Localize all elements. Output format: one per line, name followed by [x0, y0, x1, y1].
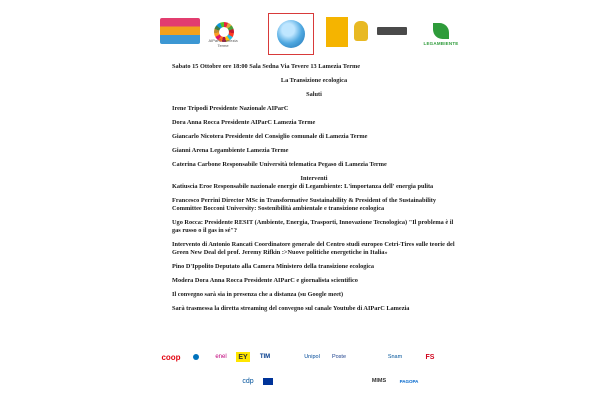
program-text	[172, 63, 456, 313]
fs-logo: FS	[425, 353, 435, 361]
tim-logo: TIM	[259, 354, 271, 360]
intervento-item: Modera Dora Anna Rocca Presidente AIParC e giornalista scientifico	[172, 277, 358, 284]
sponsor-logo-strip	[160, 348, 450, 392]
eu-flag-icon	[262, 376, 274, 386]
pegaso-university-logo	[374, 20, 410, 42]
dots-logo	[186, 352, 206, 362]
mims-logo: MIMS	[371, 378, 387, 384]
legambiente-label: LEGAMBIENTE	[423, 40, 459, 46]
festival-sviluppo-sostenibile-logo	[160, 18, 200, 44]
intervento-item: Sarà trasmessa la diretta streaming del convegno sul canale Youtube di AIParC Lamezia	[172, 305, 410, 312]
globe-icon	[277, 20, 305, 48]
snam-logo: Snam	[387, 354, 403, 360]
intervento-item: Francesco Perrini Director MSc in Transformative Sustainability & President of the Sustainability Committee Bocconi University: Sostenibilità ambientale e transizione ecologica	[172, 197, 437, 212]
top-logo-strip	[160, 13, 460, 55]
aiparc-logo	[268, 13, 314, 55]
saluto-item: Dora Anna Rocca Presidente AIParC Lamezia Terme	[172, 119, 316, 126]
intervento-item: Katiuscia Eroe Responsabile nazionale energie di Legambiente: L'importanza dell' energia pulita	[172, 183, 434, 190]
legambiente-logo	[422, 16, 460, 52]
leaf-icon	[433, 23, 449, 39]
poste-logo: Poste	[331, 354, 347, 360]
saluti-heading: Saluti	[306, 91, 322, 98]
date-venue: Sabato 15 Ottobre ore 18:00 Sala Sedna Via Tevere 13 Lamezia Terme	[172, 63, 361, 70]
unipol-logo: Unipol	[304, 354, 320, 360]
saluto-item: Irene Tripodi Presidente Nazionale AIParC	[172, 105, 289, 112]
week-logo	[326, 17, 348, 47]
saluto-item: Giancarlo Nicotera Presidente del Consiglio comunale di Lamezia Terme	[172, 133, 368, 140]
intervento-item: Il convegno sarà sia in presenza che a distanza (su Google meet)	[172, 291, 344, 298]
aiparc-caption: AIParC Lamezia Terme	[208, 38, 238, 48]
saluto-item: Gianni Arena Legambiente Lamezia Terme	[172, 147, 289, 154]
intervento-item: Ugo Rocca: Presidente RESIT (Ambiente, Energia, Trasporti, Innovazione Tecnologica) "Il problema è il gas russo o il gas in sé"?	[172, 219, 454, 234]
cdp-logo: cdp	[242, 377, 254, 385]
coop-logo: coop	[161, 352, 181, 362]
enel-logo: enel	[215, 354, 227, 360]
interventi-heading: Interventi	[300, 175, 328, 182]
pagopa-logo: PAGOPA	[399, 378, 419, 384]
event-title: La Transizione ecologica	[280, 77, 348, 84]
lion-crest-logo	[352, 18, 370, 44]
intervento-item: Pino D'Ippolito Deputato alla Camera Ministero della transizione ecologica	[172, 263, 375, 270]
intervento-item: Intervento di Antonio Rancati Coordinatore generale del Centro studi europeo Cetri-Tires sulle teorie del Green New Deal del prof. Jeremy Rifkin :>Nuove politiche energetiche in Italia»	[172, 241, 455, 256]
saluto-item: Caterina Carbone Responsabile Università telematica Pegaso di Lamezia Terme	[172, 161, 387, 168]
ey-logo: EY	[236, 352, 250, 362]
